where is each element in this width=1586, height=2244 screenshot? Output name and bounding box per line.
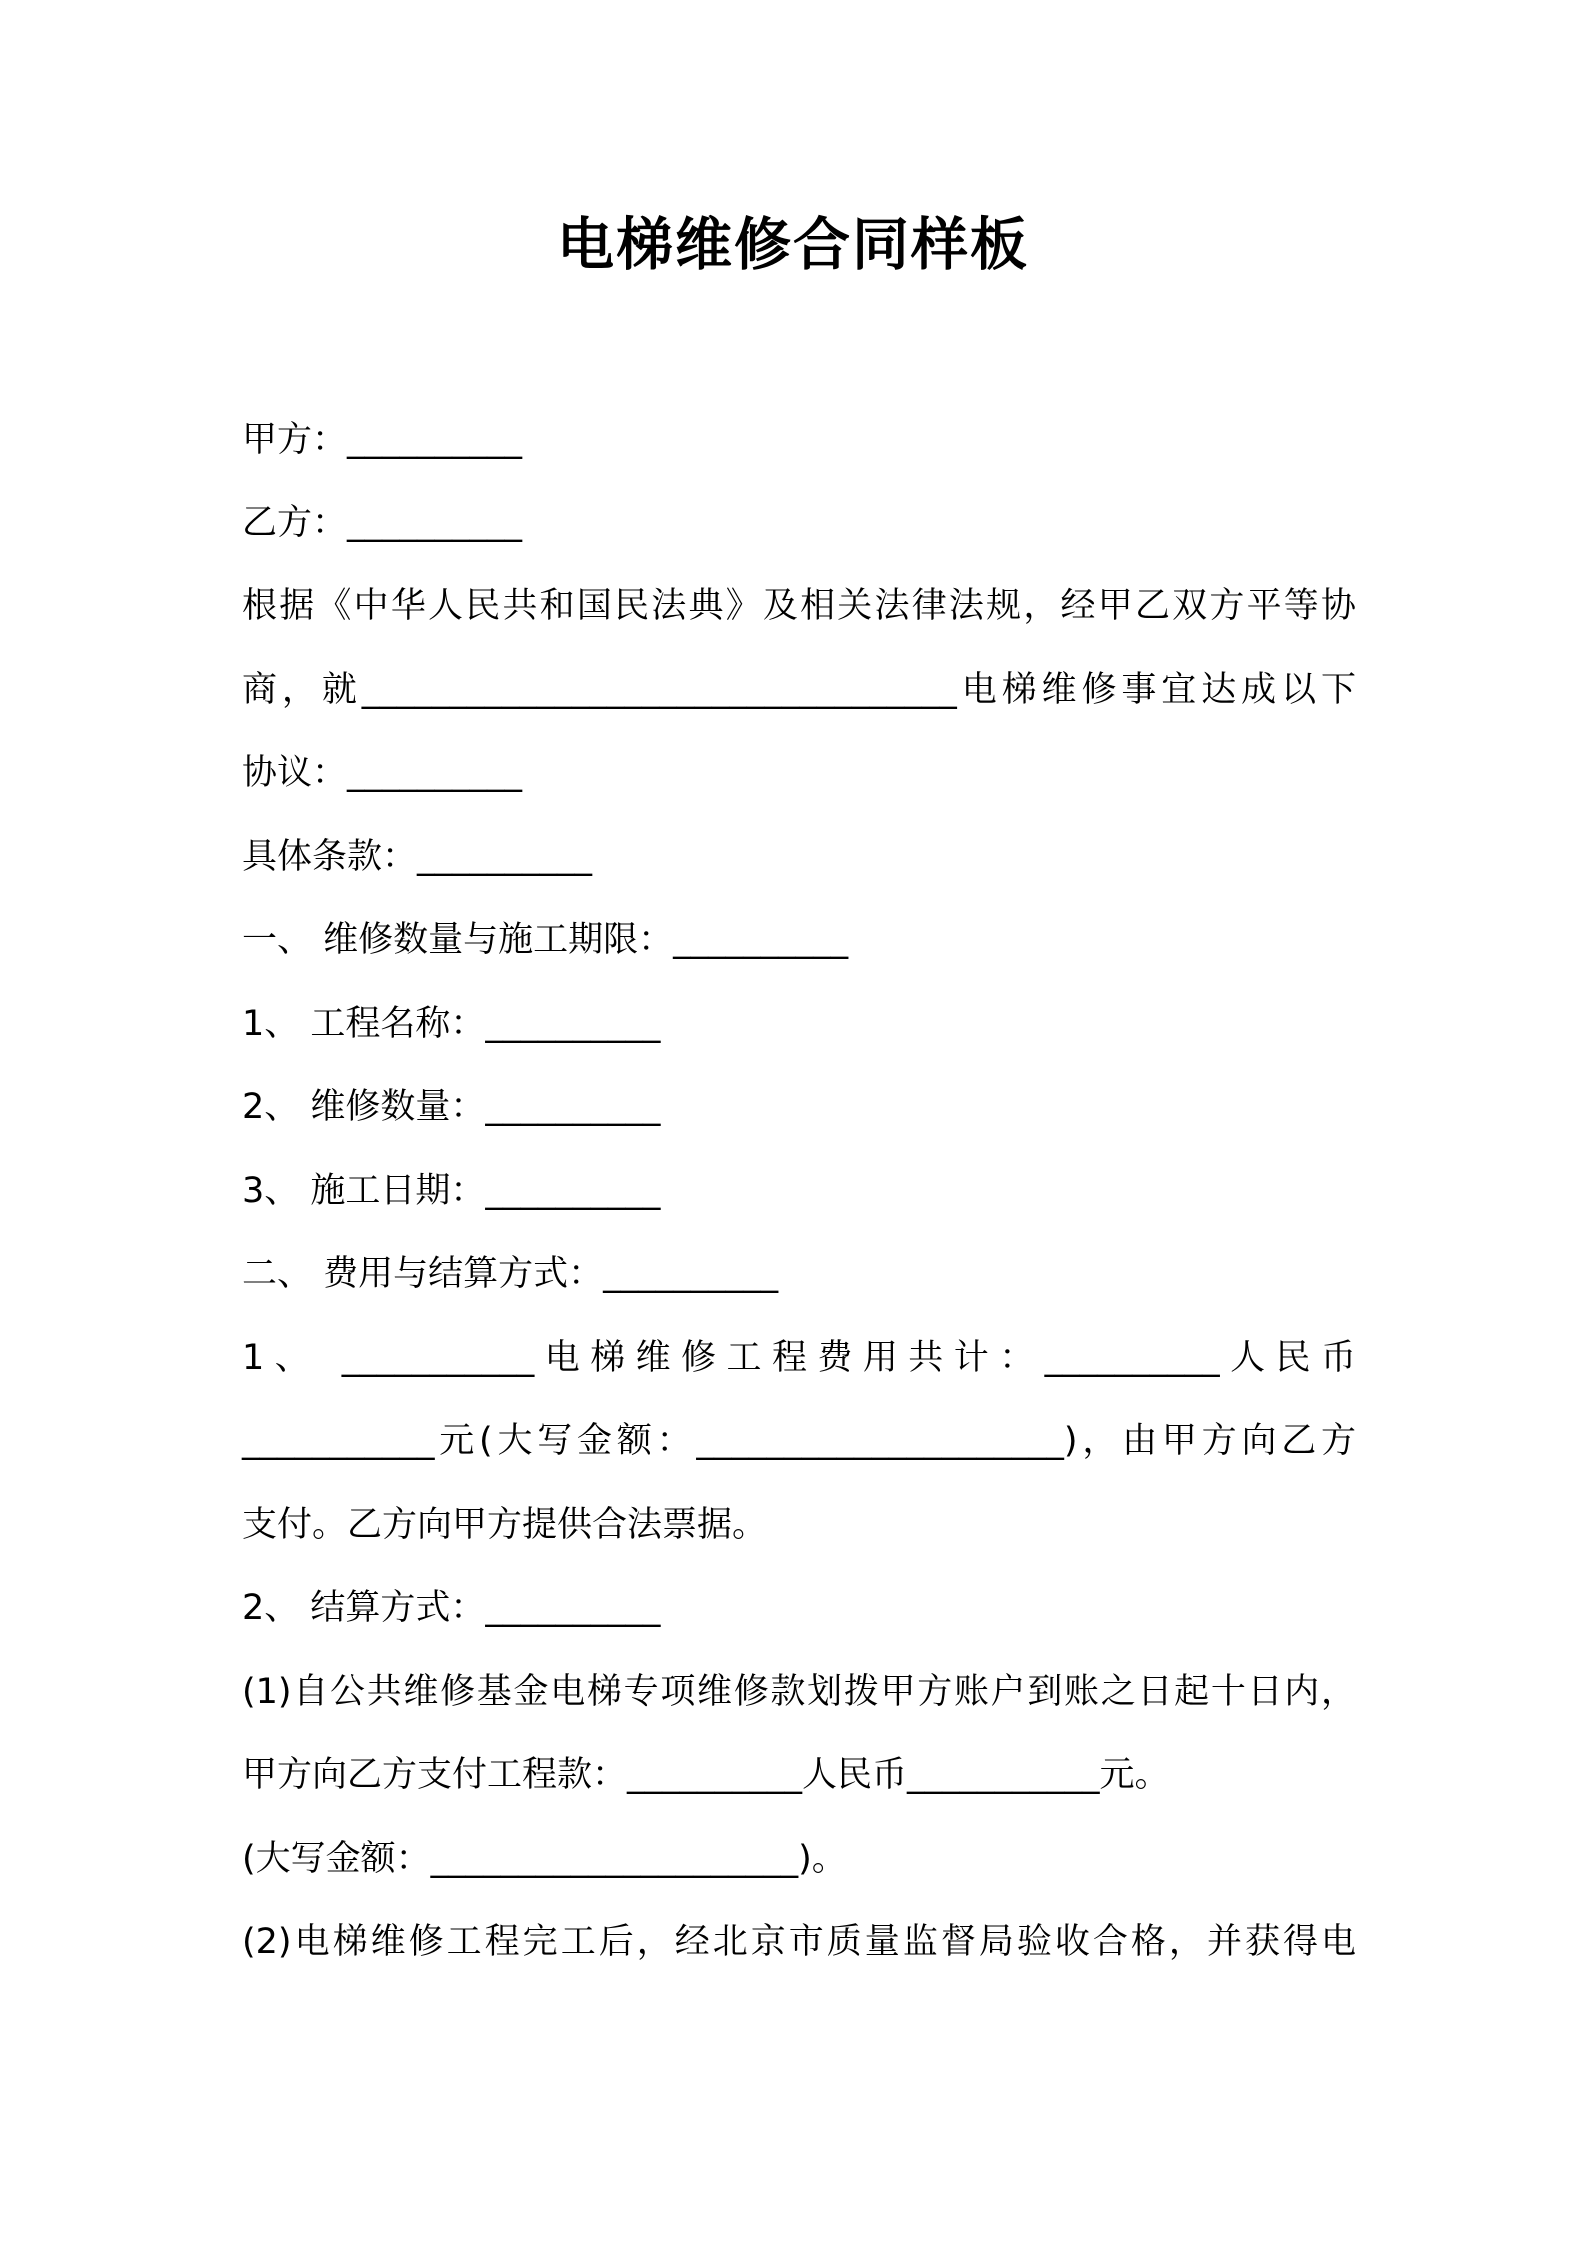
preamble-line-1: 根据《中华人民共和国民法典》及相关法律法规，经甲乙双方平等协 [242, 586, 1356, 626]
section-2-heading: 二、 费用与结算方式：__________ [242, 1254, 779, 1294]
party-a-line: 甲方：__________ [242, 420, 523, 460]
item-settlement-method: 2、 结算方式：__________ [242, 1588, 661, 1628]
settlement-clause-1-line-3: (大写金额：_____________________)。 [242, 1839, 847, 1879]
fee-clause-line-2: ___________元(大写金额：_____________________)，由甲方向乙方 [242, 1421, 1356, 1461]
preamble-line-2: 商，就__________________________________电梯维修事宜达成以下 [242, 670, 1356, 710]
preamble-line-3: 协议：__________ [242, 753, 523, 793]
settlement-clause-1-line-1: (1)自公共维修基金电梯专项维修款划拨甲方账户到账之日起十日内， [242, 1672, 1356, 1712]
fee-clause-line-1: 1、 ___________电梯维修工程费用共计：__________人民币 [242, 1338, 1356, 1378]
item-repair-quantity: 2、 维修数量：__________ [242, 1087, 661, 1127]
item-construction-date: 3、 施工日期：__________ [242, 1171, 661, 1211]
specific-terms-line: 具体条款：__________ [242, 837, 593, 877]
settlement-clause-1-line-2: 甲方向乙方支付工程款：__________人民币___________元。 [242, 1755, 1170, 1795]
settlement-clause-2-line-1: (2)电梯维修工程完工后，经北京市质量监督局验收合格，并获得电 [242, 1922, 1356, 1962]
party-b-line: 乙方：__________ [242, 503, 523, 543]
document-title: 电梯维修合同样板 [557, 212, 1029, 278]
fee-clause-line-3: 支付。乙方向甲方提供合法票据。 [242, 1505, 768, 1545]
section-1-heading: 一、 维修数量与施工期限：__________ [242, 920, 849, 960]
item-project-name: 1、 工程名称：__________ [242, 1004, 661, 1044]
